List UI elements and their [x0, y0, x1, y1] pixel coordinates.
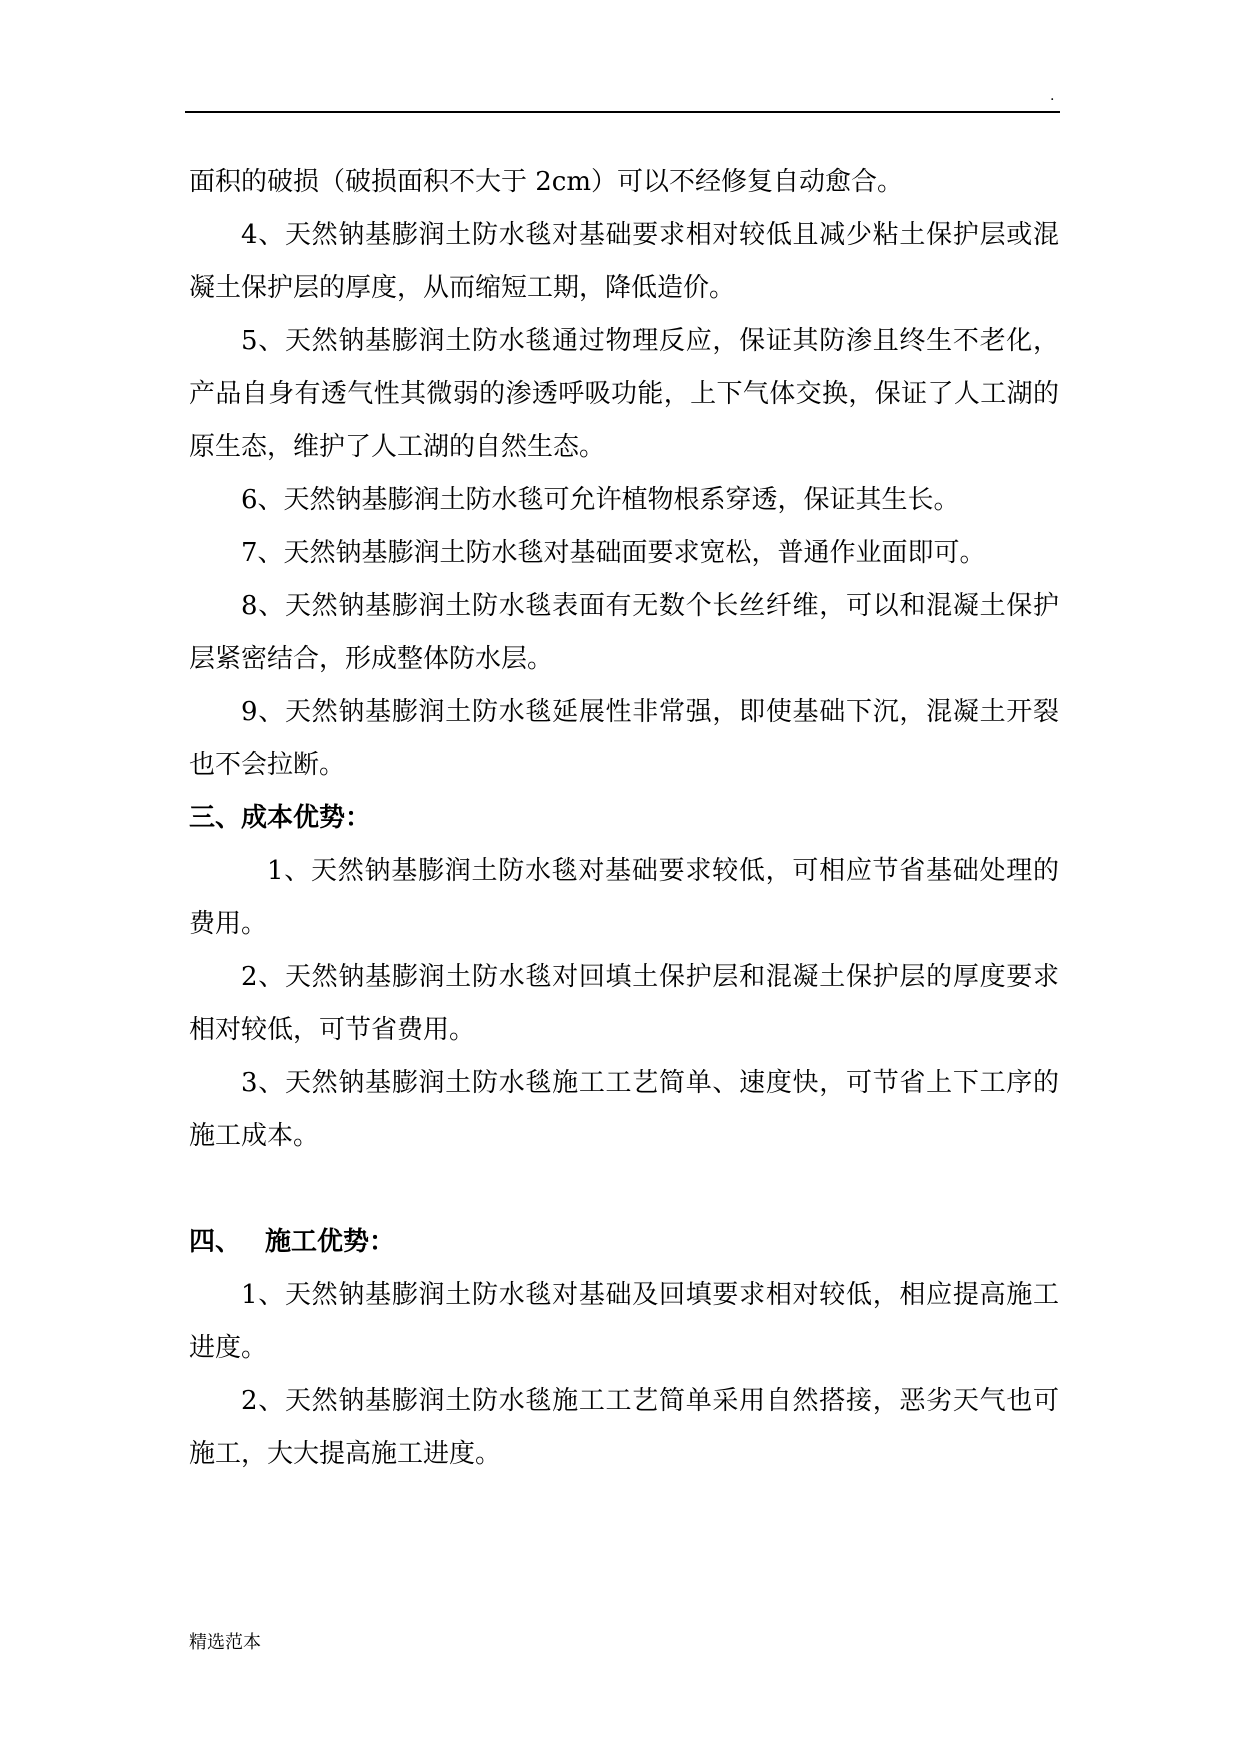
paragraph-item-4: 4、天然钠基膨润土防水毯对基础要求相对较低且减少粘土保护层或混凝土保护层的厚度，从而缩短工期，降低造价。 — [189, 220, 1059, 303]
paragraph-item-7: 7、天然钠基膨润土防水毯对基础面要求宽松，普通作业面即可。 — [241, 538, 986, 568]
section-heading-number: 四、 — [189, 1227, 242, 1257]
section-heading-construction — [189, 1216, 1059, 1269]
header-rule — [185, 111, 1060, 113]
cost-item-1: 1、天然钠基膨润土防水毯对基础要求较低，可相应节省基础处理的费用。 — [189, 856, 1059, 939]
header-mark: . — [1050, 88, 1055, 104]
cost-item-2: 2、天然钠基膨润土防水毯对回填土保护层和混凝土保护层的厚度要求相对较低，可节省费用。 — [189, 962, 1059, 1045]
paragraph-item-5: 5、天然钠基膨润土防水毯通过物理反应，保证其防渗且终生不老化，产品自身有透气性其微弱的渗透呼吸功能，上下气体交换，保证了人工湖的原生态，维护了人工湖的自然生态。 — [189, 326, 1059, 462]
document-body — [189, 156, 1059, 1481]
paragraph-item-8: 8、天然钠基膨润土防水毯表面有无数个长丝纤维，可以和混凝土保护层紧密结合，形成整体防水层。 — [189, 591, 1059, 674]
paragraph-continuation: 面积的破损（破损面积不大于 2cm）可以不经修复自动愈合。 — [189, 167, 904, 197]
paragraph-item-6: 6、天然钠基膨润土防水毯可允许植物根系穿透，保证其生长。 — [241, 485, 960, 515]
cost-item-3: 3、天然钠基膨润土防水毯施工工艺简单、速度快，可节省上下工序的施工成本。 — [189, 1068, 1059, 1151]
construction-item-1: 1、天然钠基膨润土防水毯对基础及回填要求相对较低，相应提高施工进度。 — [189, 1280, 1059, 1363]
construction-item-2: 2、天然钠基膨润土防水毯施工工艺简单采用自然搭接，恶劣天气也可施工，大大提高施工进度。 — [189, 1386, 1059, 1469]
section-heading-text: 施工优势： — [265, 1227, 396, 1257]
paragraph-item-9: 9、天然钠基膨润土防水毯延展性非常强，即使基础下沉，混凝土开裂也不会拉断。 — [189, 697, 1059, 780]
section-heading-cost: 三、成本优势： — [189, 803, 372, 833]
footer-text: 精选范本 — [189, 1632, 261, 1653]
